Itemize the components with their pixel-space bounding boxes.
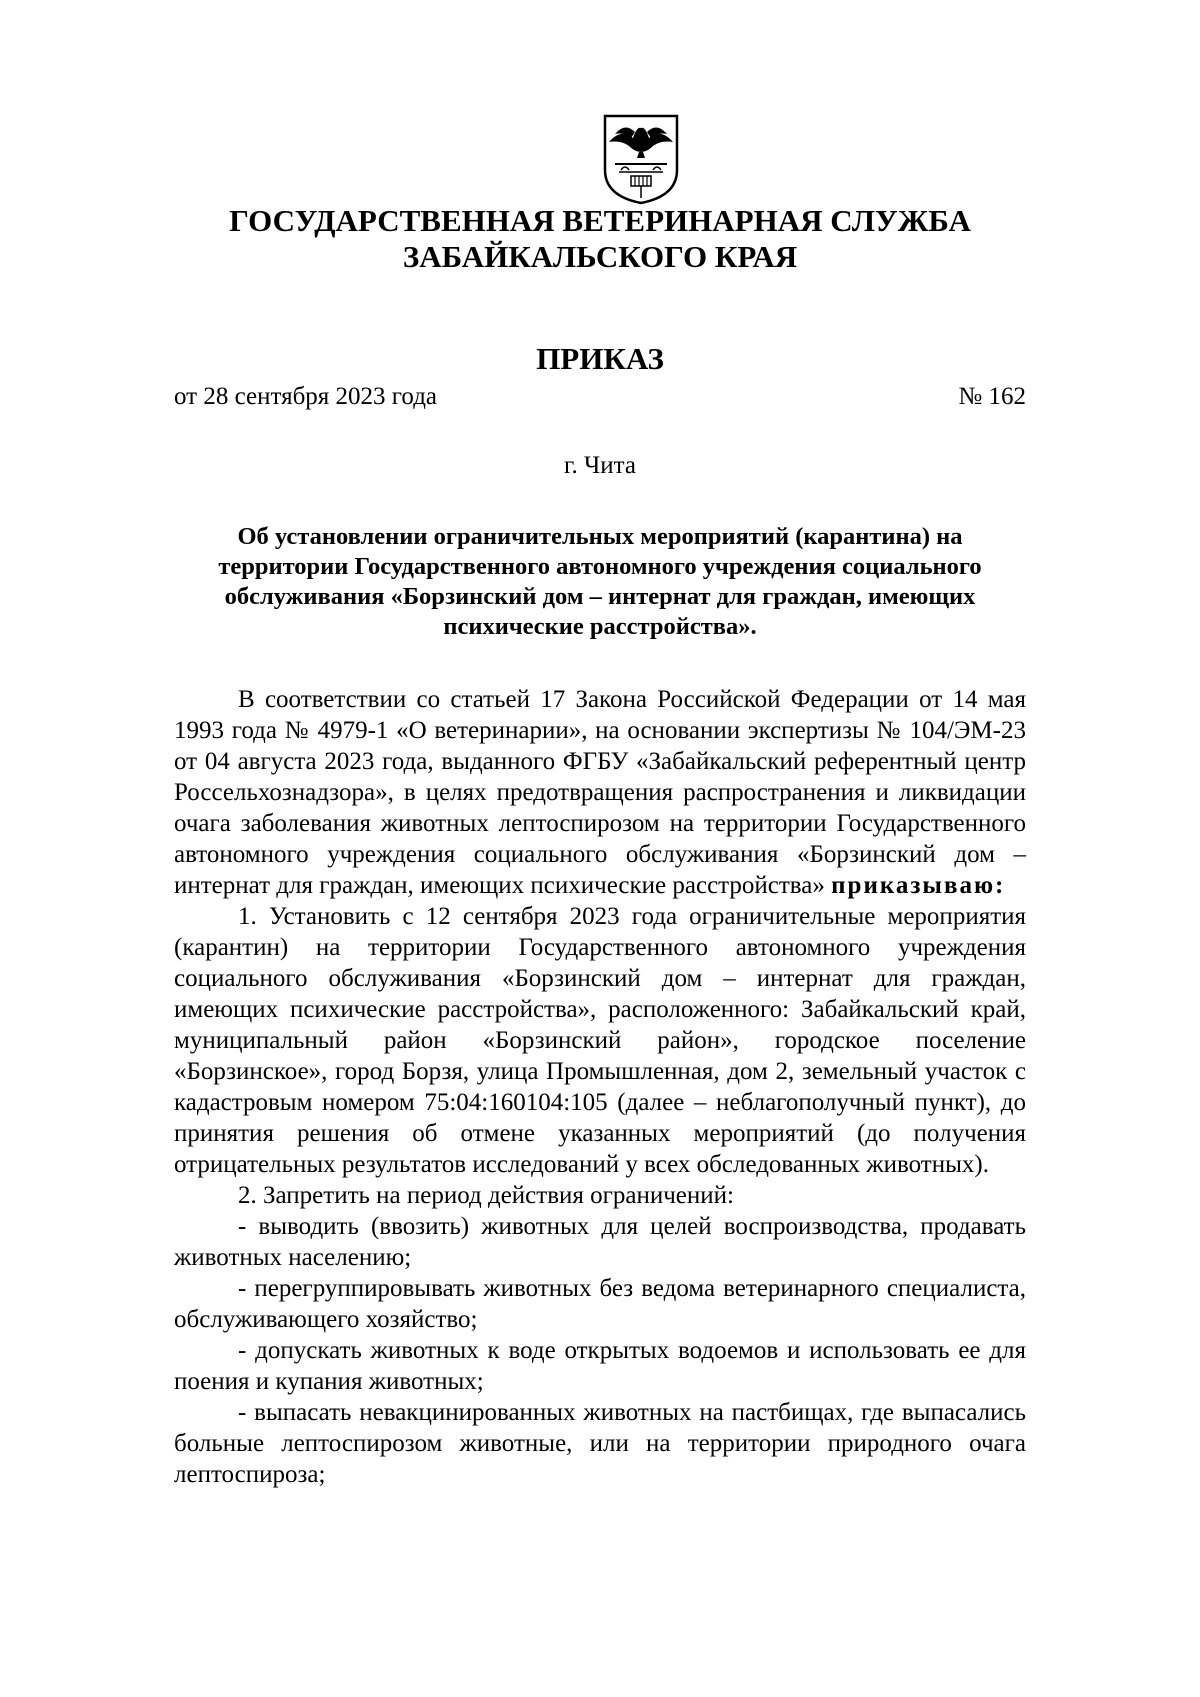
document-body bbox=[174, 684, 1026, 1490]
agency-name bbox=[174, 203, 1026, 275]
order-word: приказываю: bbox=[831, 872, 1006, 899]
item-1-paragraph: 1. Установить с 12 сентября 2023 года ограничительные мероприятия (карантин) на территории Государственного автономного учреждения социального обслуживания «Борзинский дом – интернат для граждан, имеющих психические расстройства», расположенного: Забайкальский край, муниципальный район «Борзинский район», городское поселение «Борзинское», город Борзя, улица Промышленная, дом 2, земельный участок с кадастровым номером 75:04:160104:105 (далее – неблагополучный пункт), до принятия решения об отмене указанных мероприятий (до получения отрицательных результатов исследований у всех обследованных животных). bbox=[174, 903, 1026, 1178]
document-subject: Об установлении ограничительных мероприятий (карантина) на территории Государственного автономного учреждения социального обслуживания «Борзинский дом – интернат для граждан, имеющих психические расстройства». bbox=[218, 523, 982, 640]
preamble-paragraph bbox=[174, 684, 1026, 901]
document-number: № 162 bbox=[958, 383, 1026, 410]
prohibition-item: - допускать животных к воде открытых водоемов и использовать ее для поения и купания животных; bbox=[174, 1337, 1026, 1395]
document-type-title: ПРИКАЗ bbox=[536, 341, 664, 376]
prohibition-item: - выводить (ввозить) животных для целей воспроизводства, продавать животных населению; bbox=[174, 1213, 1026, 1271]
agency-name-line-1: ГОСУДАРСТВЕННАЯ ВЕТЕРИНАРНАЯ СЛУЖБА bbox=[229, 203, 971, 238]
prohibition-item: - выпасать невакцинированных животных на пастбищах, где выпасались больные лептоспирозом животные, или на территории природного очага лептоспироза; bbox=[174, 1399, 1026, 1488]
preamble-text: В соответствии со статьей 17 Закона Российской Федерации от 14 мая 1993 года № 4979-1 «О ветеринарии», на основании экспертизы № 104/ЭМ-23 от 04 августа 2023 года, выданного ФГБУ «Забайкальский референтный центр Россельхознадзора», в целях предотвращения распространения и ликвидации очага заболевания животных лептоспирозом на территории Государственного автономного учреждения социального обслуживания «Борзинский дом – интернат для граждан, имеющих психические расстройства» bbox=[174, 686, 1026, 899]
coat-of-arms-emblem bbox=[601, 112, 681, 206]
document-city: г. Чита bbox=[564, 452, 636, 479]
item-2-paragraph: 2. Запретить на период действия ограничений: bbox=[238, 1182, 734, 1209]
prohibition-item: - перегруппировывать животных без ведома ветеринарного специалиста, обслуживающего хозяйство; bbox=[174, 1275, 1026, 1333]
agency-name-line-2: ЗАБАЙКАЛЬСКОГО КРАЯ bbox=[402, 239, 798, 274]
document-date: от 28 сентября 2023 года bbox=[174, 383, 438, 410]
